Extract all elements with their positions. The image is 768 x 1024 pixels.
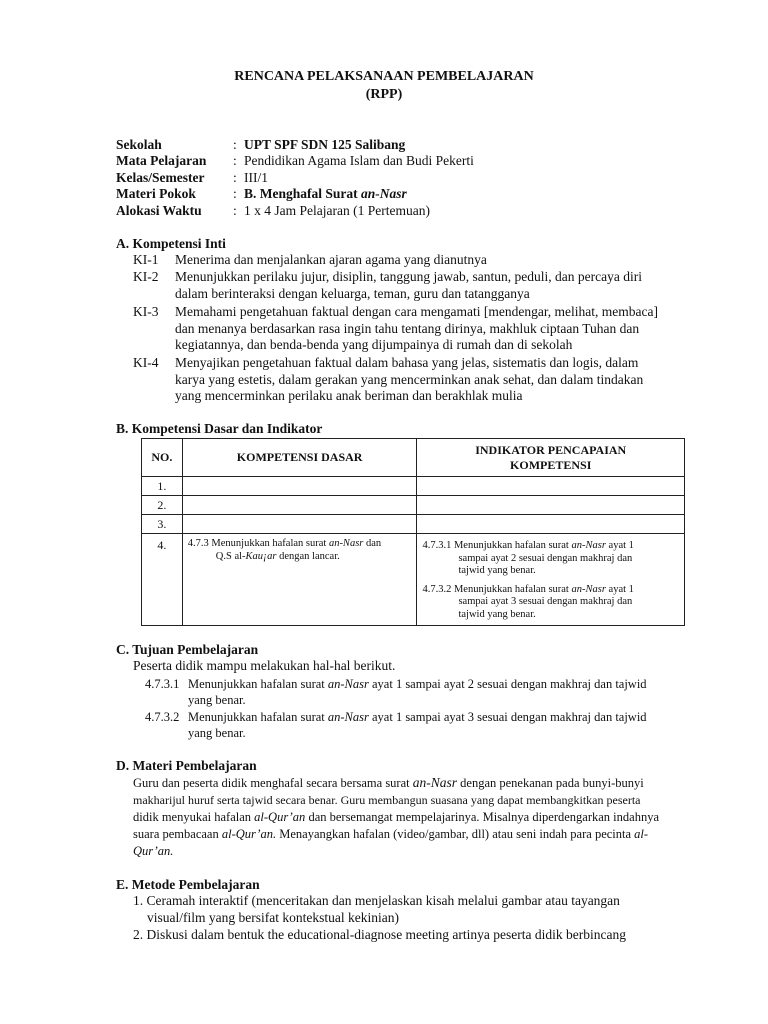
ki-text: Menerima dan menjalankan ajaran agama yang dianutnya (175, 252, 487, 267)
ki-code: KI-3 (133, 304, 159, 319)
method-item: 1. Ceramah interaktif (menceritakan dan menjelaskan kisah melalui gambar atau tayangan (133, 893, 620, 908)
ki-code: KI-1 (133, 252, 159, 267)
table-row (142, 477, 685, 496)
objective-code: 4.7.3.2 (145, 710, 180, 724)
objective-text: yang benar. (188, 693, 246, 707)
material-part: suara pembacaan (133, 827, 222, 841)
indicator-surah: an-Nasr (571, 540, 606, 551)
material-italic: an-Nasr (412, 775, 458, 790)
identity-value-alokasi: 1 x 4 Jam Pelajaran (1 Pertemuan) (244, 203, 430, 218)
identity-value-sekolah: UPT SPF SDN 125 Salibang (244, 137, 406, 152)
material-part: Guru dan peserta didik menghafal secara bersama surat (133, 776, 413, 790)
table-header-row (142, 439, 685, 477)
ki-text: karya yang estetis, dalam gerakan yang mencerminkan anak sehat, dan dalam tindakan (175, 372, 644, 387)
kd-cell (182, 534, 417, 626)
material-part: Menayangkan hafalan (video/gambar, dll) atau seni indah para pecinta (276, 827, 635, 841)
indicator-text: 4.7.3.2 Menunjukkan hafalan surat (422, 583, 572, 595)
materi-text: B. Menghafal Surat (244, 186, 362, 201)
objective-part: ayat 1 sampai ayat 3 sesuai dengan makhraj dan tajwid (368, 710, 647, 724)
competency-table (141, 438, 685, 626)
materi-surah: an-Nasr (361, 186, 407, 201)
material-italic: al-Qur’an. (221, 827, 277, 841)
indicator-cell (417, 477, 685, 496)
identity-label-kelas: Kelas/Semester (116, 170, 205, 185)
kd-text: dan (363, 538, 382, 549)
table-row (142, 534, 685, 626)
ki-text: Menunjukkan perilaku jujur, disiplin, tanggung jawab, santun, peduli, dan percaya diri (175, 269, 642, 284)
indicator-cell (417, 496, 685, 515)
objective-code: 4.7.3.1 (145, 677, 180, 691)
method-item: 2. Diskusi dalam bentuk the educational-diagnose meeting artinya peserta didik berbincang (133, 927, 626, 942)
section-c-intro: Peserta didik mampu melakukan hal-hal berikut. (133, 658, 396, 673)
indicator-line: tajwid yang benar. (458, 565, 536, 576)
material-part: dengan penekanan pada bunyi-bunyi (457, 776, 644, 790)
indicator-line: sampai ayat 3 sesuai dengan makhraj dan (458, 596, 633, 607)
kd-text-line (188, 551, 413, 564)
material-line: makharijul huruf serta tajwid secara benar. Guru membangun suasana yang dapat membangkitkan peserta (133, 793, 641, 807)
objective-part: Menunjukkan hafalan surat (188, 710, 328, 724)
material-italic: al-Qur’an (254, 810, 306, 824)
kd-text: 4.7.3 Menunjukkan hafalan surat (187, 538, 329, 549)
indicator-surah: an-Nasr (571, 583, 606, 595)
material-line (133, 826, 648, 842)
indicator-line: sampai ayat 2 sesuai dengan makhraj dan (458, 552, 633, 564)
indicator-line (422, 540, 680, 553)
kd-cell (182, 515, 417, 534)
indicator-text: ayat 1 (605, 583, 634, 595)
ki-text: kegiatannya, dan benda-benda yang dijumpainya di rumah dan di sekolah (175, 337, 573, 352)
col-header-kd: KOMPETENSI DASAR (182, 439, 417, 477)
material-part: dan bersemangat mempelajarinya. Misalnya diperdengarkan indahnya (305, 810, 659, 824)
table-row (142, 515, 685, 534)
identity-value-mapel: Pendidikan Agama Islam dan Budi Pekerti (244, 153, 474, 168)
material-part: didik menyukai hafalan (133, 810, 255, 824)
identity-colon: : (233, 186, 237, 201)
ki-text: Memahami pengetahuan faktual dengan cara mengamati [mendengar, melihat, membaca] (175, 304, 658, 319)
section-b-heading: B. Kompetensi Dasar dan Indikator (116, 421, 323, 436)
identity-colon: : (233, 137, 237, 152)
section-a-heading: A. Kompetensi Inti (116, 236, 226, 251)
col-header-indicator-line: KOMPETENSI (510, 457, 592, 472)
material-line (133, 809, 659, 825)
section-c-heading: C. Tujuan Pembelajaran (116, 642, 259, 657)
kd-surah: Kau¡ar (245, 550, 277, 562)
objective-surah: an-Nasr (327, 677, 369, 691)
indicator-text: ayat 1 (605, 540, 634, 551)
ki-text: Menyajikan pengetahuan faktual dalam bahasa yang jelas, sistematis dan logis, dalam (175, 355, 639, 370)
ki-code: KI-4 (133, 355, 159, 370)
ki-text: yang mencerminkan perilaku anak beriman dan berakhlak mulia (175, 388, 523, 403)
kd-text-line (188, 538, 413, 551)
identity-colon: : (233, 203, 237, 218)
document-subtitle: (RPP) (365, 87, 403, 102)
indicator-cell (417, 534, 685, 626)
ki-text: dan menanya berdasarkan rasa ingin tahu tentang dirinya, makhluk ciptaan Tuhan dan (175, 321, 640, 336)
kd-surah: an-Nasr (328, 538, 364, 549)
material-italic: al- (634, 827, 649, 841)
objective-part: Menunjukkan hafalan surat (188, 677, 328, 691)
col-header-indicator (417, 439, 685, 477)
objective-part: ayat 1 sampai ayat 2 sesuai dengan makhraj dan tajwid (368, 677, 647, 691)
section-e-heading: E. Metode Pembelajaran (116, 877, 260, 892)
kd-text: dengan lancar. (276, 550, 340, 562)
objective-text (188, 709, 647, 725)
identity-colon: : (233, 153, 237, 168)
kd-cell (182, 477, 417, 496)
indicator-text: 4.7.3.1 Menunjukkan hafalan surat (422, 540, 572, 551)
col-header-indicator-line: INDIKATOR PENCAPAIAN (475, 442, 627, 457)
section-d-heading: D. Materi Pembelajaran (116, 758, 257, 773)
row-number: 2. (142, 496, 183, 515)
table-row (142, 496, 685, 515)
ki-code: KI-2 (133, 269, 159, 284)
col-header-no: NO. (142, 439, 183, 477)
method-item-cont: visual/film yang bersifat kontekstual kekinian) (147, 910, 399, 925)
row-number: 4. (142, 534, 183, 626)
row-number: 1. (142, 477, 183, 496)
indicator-cell (417, 515, 685, 534)
row-number: 3. (142, 515, 183, 534)
indicator-line: tajwid yang benar. (458, 608, 536, 620)
ki-text: dalam berinteraksi dengan keluarga, teman, guru dan tatangganya (175, 286, 530, 301)
material-line (133, 775, 644, 791)
identity-colon: : (233, 170, 237, 185)
identity-label-materi: Materi Pokok (116, 186, 196, 201)
document-title: RENCANA PELAKSANAAN PEMBELAJARAN (234, 69, 534, 84)
objective-surah: an-Nasr (327, 710, 369, 724)
kd-cell (182, 496, 417, 515)
identity-label-alokasi: Alokasi Waktu (116, 203, 202, 218)
objective-text (188, 676, 647, 692)
kd-text: Q.S al- (215, 550, 246, 562)
identity-label-mapel: Mata Pelajaran (116, 153, 207, 168)
identity-label-sekolah: Sekolah (116, 137, 162, 152)
objective-text: yang benar. (188, 726, 246, 740)
indicator-line (422, 584, 680, 597)
identity-value-materi (244, 186, 407, 202)
material-line: Qur’an. (133, 844, 174, 858)
identity-value-kelas: III/1 (244, 170, 268, 185)
